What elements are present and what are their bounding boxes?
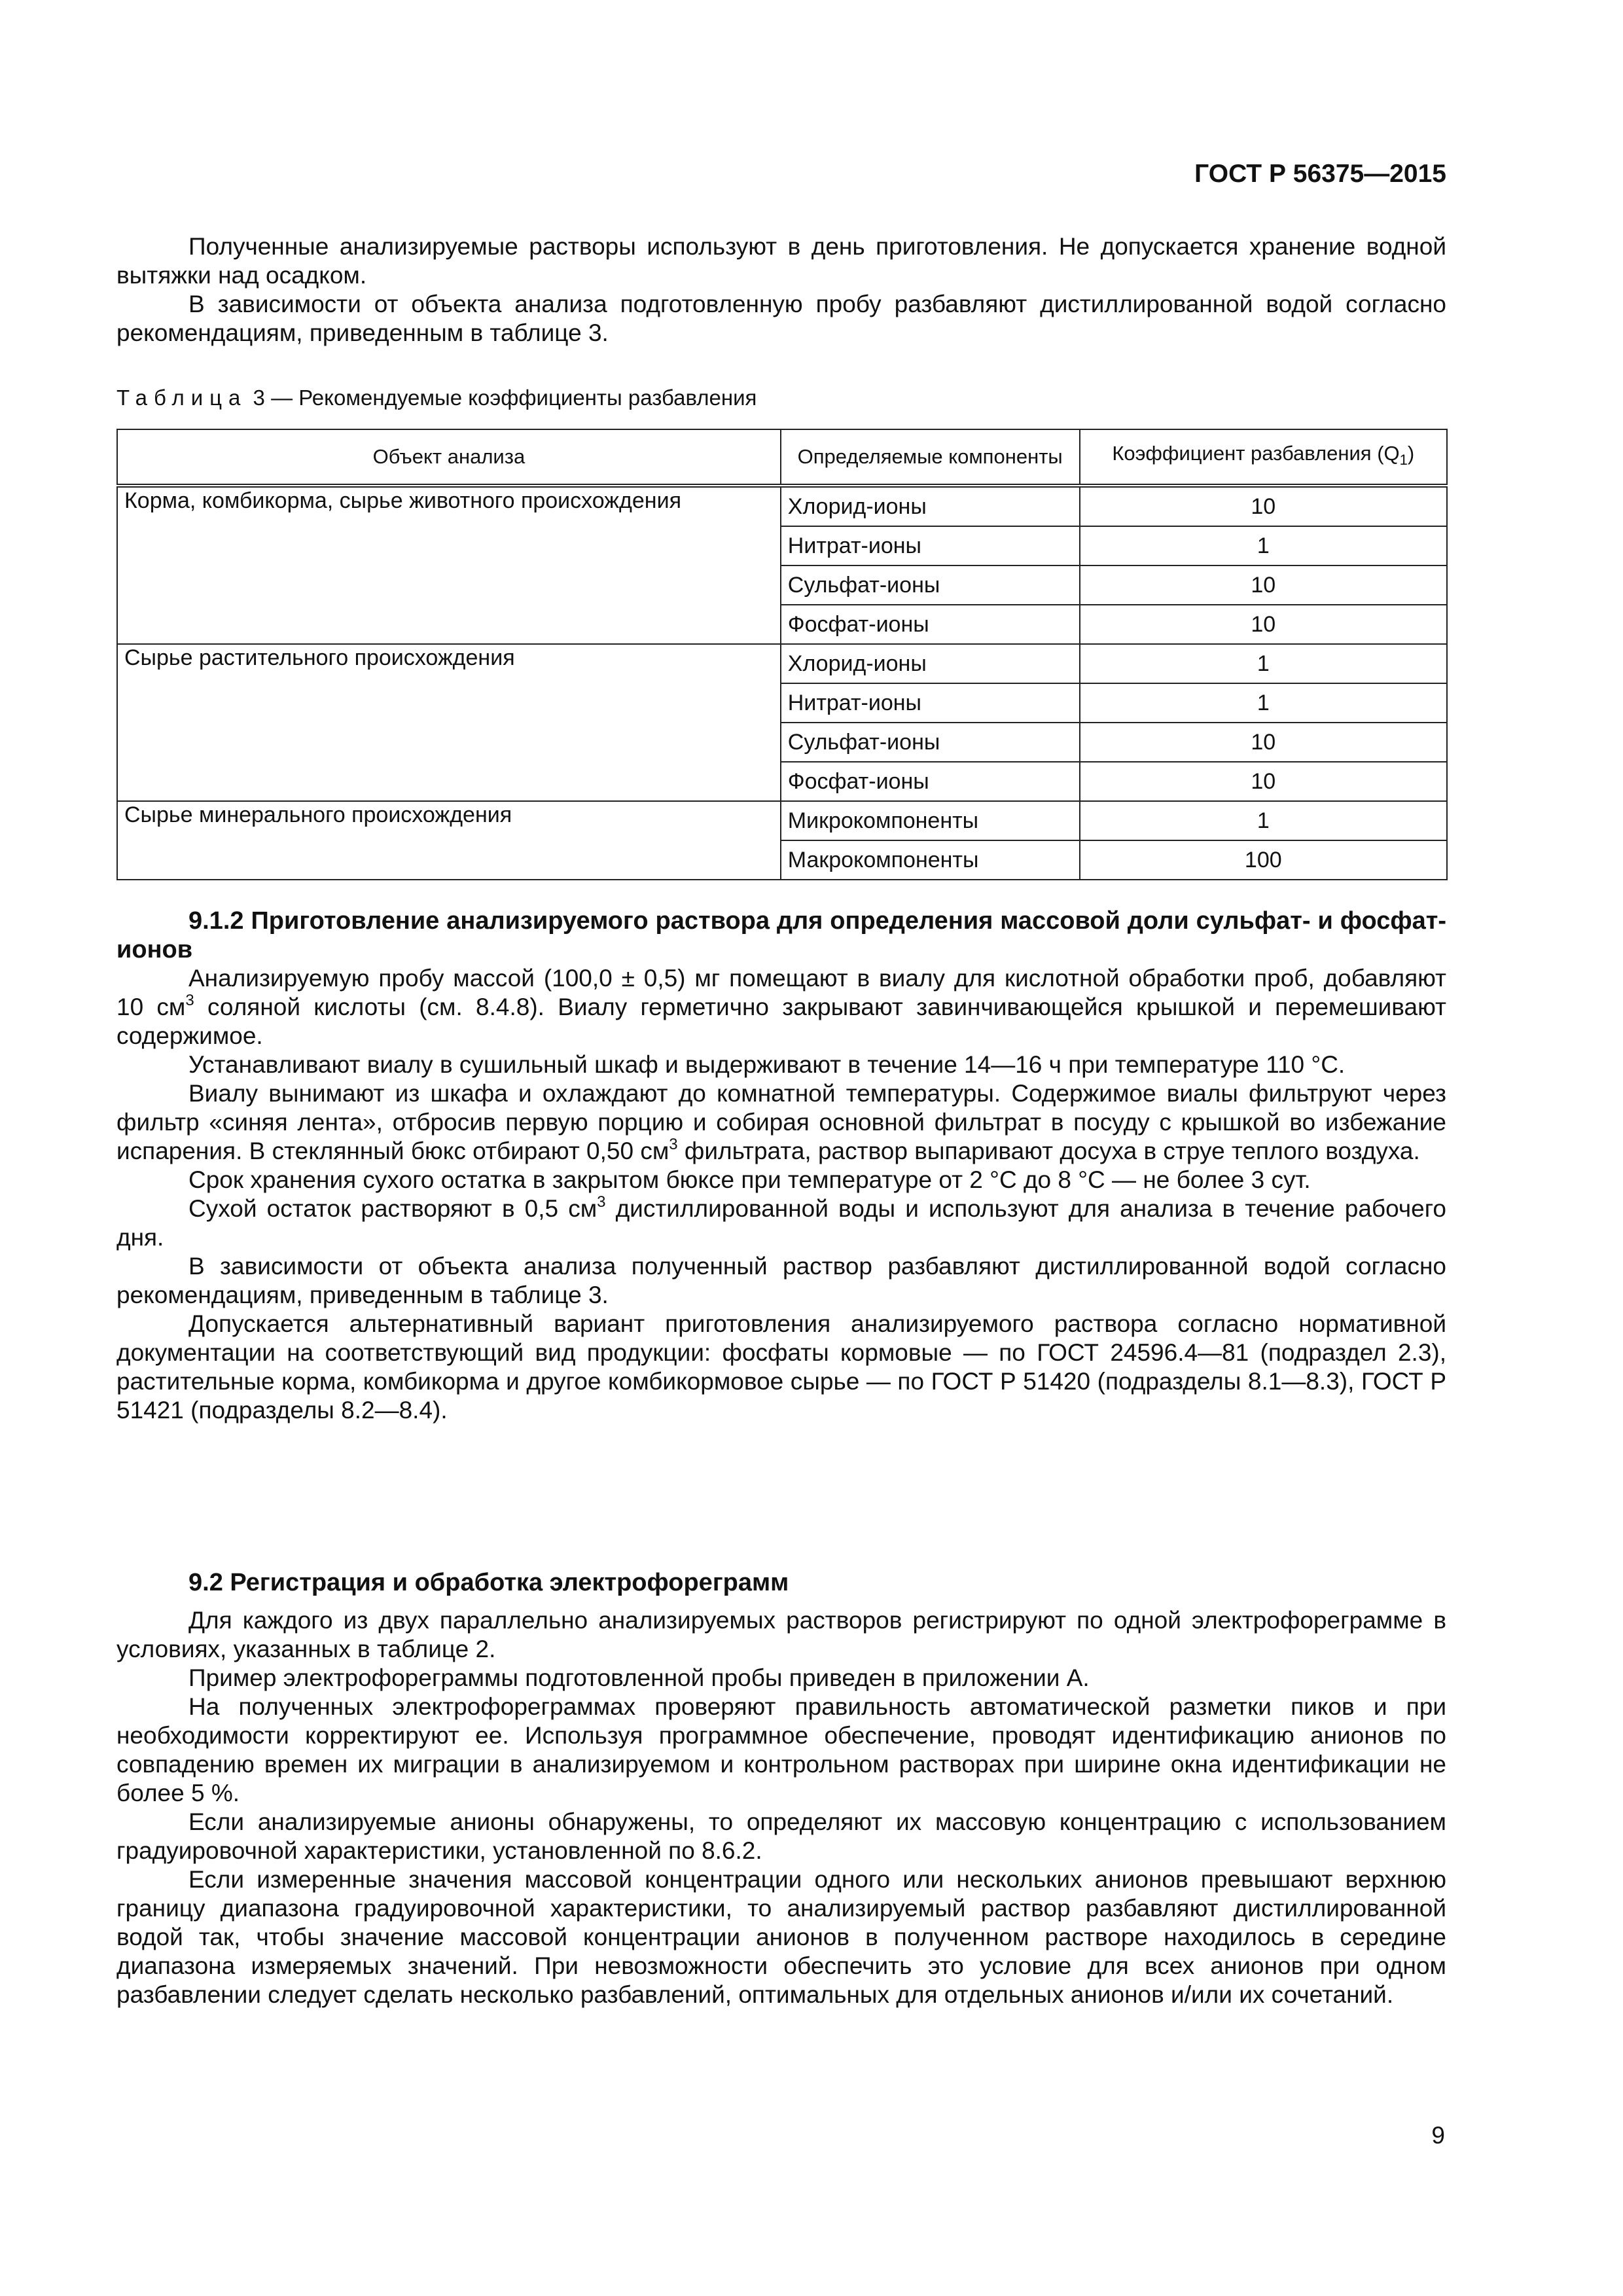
- component-cell: Микрокомпоненты: [781, 801, 1080, 840]
- coefficient-cell: 100: [1080, 840, 1447, 880]
- object-cell: Сырье растительного происхождения: [117, 644, 781, 801]
- coefficient-cell: 1: [1080, 644, 1447, 683]
- coefficient-cell: 10: [1080, 762, 1447, 801]
- intro-text: [116, 232, 1446, 348]
- paragraph: Допускается альтернативный вариант приготовления анализируемого раствора согласно нормативной документации на соответствующий вид продукции: фосфаты кормовые — по ГОСТ 24596.4—81 (подраздел 2.3), растительные корма, комбикорма и другое комбикормовое сырье — по ГОСТ Р 51420 (подразделы 8.1—8.3), ГОСТ Р 51421 (подразделы 8.2—8.4).: [116, 1310, 1446, 1424]
- coefficient-cell: 1: [1080, 526, 1447, 565]
- section-heading: 9.2 Регистрация и обработка электрофореграмм: [188, 1569, 789, 1596]
- dilution-table: [116, 429, 1448, 880]
- coefficient-cell: 10: [1080, 605, 1447, 644]
- coefficient-cell: 10: [1080, 565, 1447, 605]
- standard-designation: ГОСТ Р 56375—2015: [1194, 160, 1446, 188]
- paragraph: На полученных электрофореграммах проверяют правильность автоматической разметки пиков и при необходимости корректируют ее. Используя программное обеспечение, проводят идентификацию анионов по совпадению времен их миграции в анализируемом и контрольном растворах при ширине окна идентификации не более 5 %.: [116, 1693, 1446, 1806]
- table-caption-word: Таблица: [116, 386, 247, 410]
- paragraph: Анализируемую пробу массой (100,0 ± 0,5) мг помещают в виалу для кислотной обработки проб, добавляют 10 $см^3$ соляной кислоты (см. 8.4.8). Виалу герметично закрывают завинчивающейся крышкой и перемешивают содержимое.: [116, 965, 1446, 1049]
- paragraph: Для каждого из двух параллельно анализируемых растворов регистрируют по одной электрофореграмме в условиях, указанных в таблице 2.: [116, 1607, 1446, 1662]
- component-cell: Фосфат-ионы: [781, 605, 1080, 644]
- paragraph: Устанавливают виалу в сушильный шкаф и выдерживают в течение 14—16 ч при температуре 110 °С.: [188, 1051, 1346, 1078]
- paragraph: Сухой остаток растворяют в 0,5 $см^3$ дистиллированной воды и используют для анализа в течение рабочего дня.: [116, 1193, 1447, 1251]
- paragraph: Если анализируемые анионы обнаружены, то определяют их массовую концентрацию с использованием градуировочной характеристики, установленной по 8.6.2.: [116, 1808, 1446, 1864]
- coefficient-cell: 10: [1080, 723, 1447, 762]
- table-caption-title: 3 — Рекомендуемые коэффициенты разбавления: [247, 386, 757, 410]
- component-cell: Хлорид-ионы: [781, 486, 1080, 526]
- component-cell: Нитрат-ионы: [781, 683, 1080, 723]
- paragraph: Пример электрофореграммы подготовленной пробы приведен в приложении А.: [188, 1664, 1090, 1691]
- table-row: [117, 801, 1447, 840]
- section-heading: 9.1.2 Приготовление анализируемого раствора для определения массовой доли сульфат- и фосфат-ионов: [116, 907, 1446, 963]
- component-cell: Хлорид-ионы: [781, 644, 1080, 683]
- section-9-2: [116, 1568, 1446, 2009]
- table-header-row: [117, 429, 1447, 486]
- paragraph: Срок хранения сухого остатка в закрытом бюксе при температуре от 2 °С до 8 °С — не более 3 сут.: [188, 1166, 1311, 1193]
- paragraph: В зависимости от объекта анализа подготовленную пробу разбавляют дистиллированной водой согласно рекомендациям, приведенным в таблице 3.: [116, 291, 1446, 346]
- component-cell: Сульфат-ионы: [781, 565, 1080, 605]
- component-cell: Нитрат-ионы: [781, 526, 1080, 565]
- table-row: [117, 644, 1447, 683]
- header-object: Объект анализа: [117, 429, 781, 486]
- page-number: 9: [1431, 2122, 1445, 2149]
- component-cell: Фосфат-ионы: [781, 762, 1080, 801]
- paragraph: Виалу вынимают из шкафа и охлаждают до комнатной температуры. Содержимое виалы фильтруют через фильтр «синяя лента», отбросив первую порцию и собирая основной фильтрат в посуду с крышкой во избежание испарения. В стеклянный бюкс отбирают 0,50 $см^3$ фильтрата, раствор выпаривают досуха в струе теплого воздуха.: [116, 1080, 1446, 1164]
- header-components: Определяемые компоненты: [781, 429, 1080, 486]
- paragraph: Полученные анализируемые растворы используют в день приготовления. Не допускается хранение водной вытяжки над осадком.: [116, 233, 1446, 289]
- table-caption: [116, 385, 757, 411]
- header-coefficient: Коэффициент разбавления $(Q_1)$: [1080, 429, 1447, 486]
- object-cell: Корма, комбикорма, сырье животного происхождения: [117, 486, 781, 644]
- table-row: [117, 486, 1447, 526]
- paragraph: Если измеренные значения массовой концентрации одного или нескольких анионов превышают верхнюю границу диапазона градуировочной характеристики, то анализируемый раствор разбавляют дистиллированной водой так, чтобы значение массовой концентрации анионов в полученном растворе находилось в середине диапазона измеряемых значений. При невозможности обеспечить это условие для всех анионов при одном разбавлении следует сделать несколько разбавлений, оптимальных для отдельных анионов и/или их сочетаний.: [116, 1866, 1446, 2008]
- coefficient-cell: 10: [1080, 486, 1447, 526]
- component-cell: Макрокомпоненты: [781, 840, 1080, 880]
- component-cell: Сульфат-ионы: [781, 723, 1080, 762]
- section-9-1-2: [116, 906, 1446, 1425]
- object-cell: Сырье минерального происхождения: [117, 801, 781, 880]
- paragraph: В зависимости от объекта анализа полученный раствор разбавляют дистиллированной водой согласно рекомендациям, приведенным в таблице 3.: [116, 1253, 1446, 1308]
- coefficient-cell: 1: [1080, 683, 1447, 723]
- coefficient-cell: 1: [1080, 801, 1447, 840]
